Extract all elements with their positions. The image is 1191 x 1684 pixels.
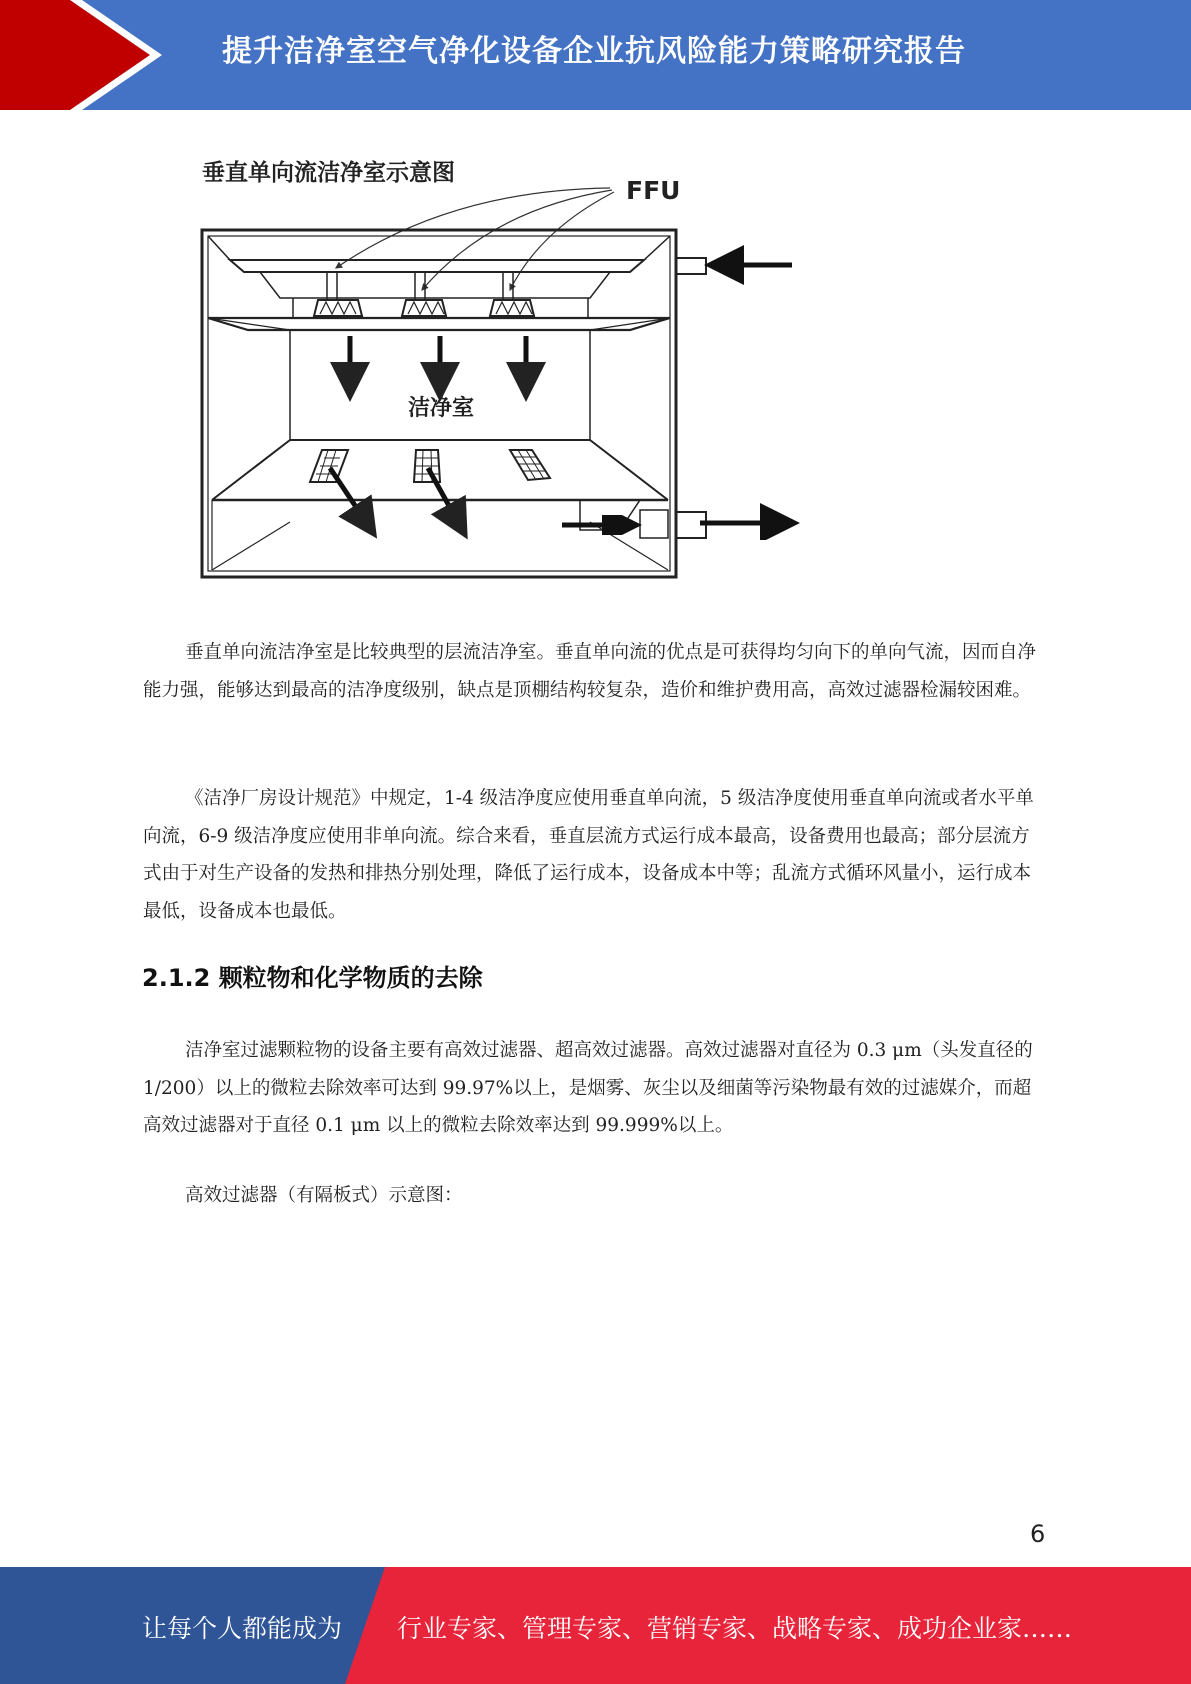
paragraph-filter-caption: 高效过滤器（有隔板式）示意图： [185,1185,463,1206]
page-header [0,0,1191,110]
room-label: 洁净室 [408,396,475,421]
footer-slogan-left: 让每个人都能成为 [142,1614,343,1643]
footer-slogan-right: 行业专家、管理专家、营销专家、战略专家、成功企业家…… [397,1614,1073,1643]
external-airflow-arrows [700,240,810,540]
floor-grille [310,450,348,482]
diagram-title: 垂直单向流洁净室示意图 [202,160,455,186]
header-title: 提升洁净室空气净化设备企业抗风险能力策略研究报告 [222,34,966,69]
ffu-unit [490,272,534,316]
floor-grille [510,450,550,480]
section-heading: 2.1.2 颗粒物和化学物质的去除 [142,964,483,992]
paragraph-vertical-flow: 垂直单向流洁净室是比较典型的层流洁净室。垂直单向流的优点是可获得均匀向下的单向气流，因而自净能力强，能够达到最高的洁净度级别，缺点是顶棚结构较复杂，造价和维护费用高，高效过滤器检漏较困难。 [143,642,1037,701]
page-number: 6 [1030,1520,1046,1548]
paragraph-particle-removal: 洁净室过滤颗粒物的设备主要有高效过滤器、超高效过滤器。高效过滤器对直径为 0.3 μm（头发直径的 1/200）以上的微粒去除效率可达到 99.97%以上，是烟雾、灰尘以及细菌等污染物最有效的过滤媒介，而超高效过滤器对于直径 0.1 μm 以上的微粒去除效率达到 99.999%以上。 [143,1040,1033,1136]
ffu-leader-line [422,190,612,290]
page-footer [0,1567,1191,1684]
return-air-arrow [330,468,366,522]
paragraph-design-spec: 《洁净厂房设计规范》中规定，1-4 级洁净度应使用垂直单向流，5 级洁净度使用垂直单向流或者水平单向流，6-9 级洁净度应使用非单向流。综合来看，垂直层流方式运行成本最高，设备费用也最高；部分层流方式由于对生产设备的发热和排热分别处理，降低了运行成本，设备成本中等；乱流方式循环风量小，运行成本最低，设备成本也最低。 [143,788,1034,922]
ffu-unit [314,272,362,316]
plenum-top [230,260,644,272]
ffu-label: FFU [626,176,681,205]
ffu-unit [402,272,446,316]
return-air-arrow [428,468,458,522]
internal-exhaust-arrow [562,515,642,535]
ffu-leader-line [510,192,614,290]
floor-grille [414,450,440,482]
